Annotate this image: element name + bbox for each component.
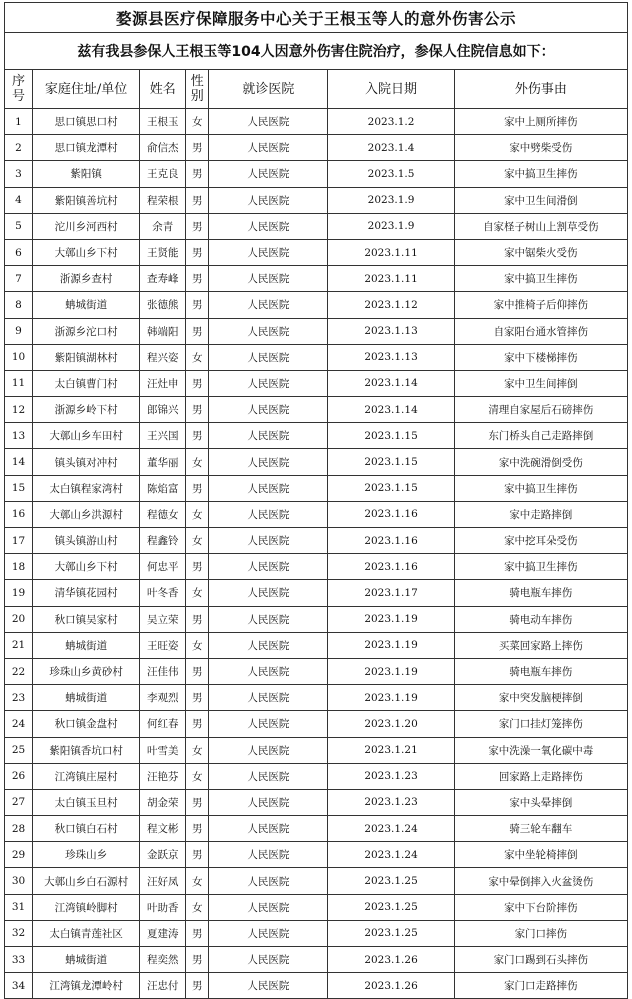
cell-name: 叶助香 — [140, 894, 186, 920]
table-row — [5, 789, 628, 815]
cell-no: 21 — [5, 632, 33, 658]
cell-address: 太白镇曹门村 — [33, 370, 140, 396]
cell-event: 家中劈柴受伤 — [454, 135, 627, 161]
cell-date: 2023.1.15 — [328, 423, 454, 449]
cell-hospital: 人民医院 — [209, 789, 328, 815]
cell-no: 11 — [5, 370, 33, 396]
table-row — [5, 161, 628, 187]
cell-date: 2023.1.21 — [328, 737, 454, 763]
cell-date: 2023.1.19 — [328, 658, 454, 684]
cell-event: 家中锯柴火受伤 — [454, 239, 627, 265]
table-row — [5, 580, 628, 606]
cell-event: 买菜回家路上摔伤 — [454, 632, 627, 658]
cell-sex: 男 — [186, 135, 209, 161]
cell-event: 家门口踢到石头摔伤 — [454, 947, 627, 973]
cell-sex: 女 — [186, 449, 209, 475]
cell-hospital: 人民医院 — [209, 449, 328, 475]
table-row — [5, 606, 628, 632]
cell-no: 8 — [5, 292, 33, 318]
cell-sex: 女 — [186, 737, 209, 763]
cell-event: 回家路上走路摔伤 — [454, 763, 627, 789]
table-row — [5, 973, 628, 999]
cell-hospital: 人民医院 — [209, 894, 328, 920]
table-row — [5, 711, 628, 737]
cell-event: 家中搞卫生摔伤 — [454, 266, 627, 292]
cell-address: 蚺城街道 — [33, 292, 140, 318]
cell-hospital: 人民医院 — [209, 292, 328, 318]
cell-address: 紫阳镇善坑村 — [33, 187, 140, 213]
cell-hospital: 人民医院 — [209, 266, 328, 292]
cell-date: 2023.1.16 — [328, 501, 454, 527]
header-no: 序 号 — [5, 70, 33, 109]
table-row — [5, 842, 628, 868]
cell-no: 12 — [5, 397, 33, 423]
cell-no: 5 — [5, 213, 33, 239]
cell-no: 24 — [5, 711, 33, 737]
cell-sex: 男 — [186, 789, 209, 815]
cell-hospital: 人民医院 — [209, 213, 328, 239]
table-row — [5, 135, 628, 161]
cell-sex: 女 — [186, 580, 209, 606]
cell-name: 陈焰富 — [140, 475, 186, 501]
cell-date: 2023.1.11 — [328, 239, 454, 265]
cell-name: 叶雪美 — [140, 737, 186, 763]
cell-sex: 女 — [186, 868, 209, 894]
cell-date: 2023.1.14 — [328, 370, 454, 396]
cell-event: 家中洗碗滑倒受伤 — [454, 449, 627, 475]
cell-no: 26 — [5, 763, 33, 789]
cell-sex: 男 — [186, 947, 209, 973]
cell-name: 汪佳伟 — [140, 658, 186, 684]
cell-event: 家中搞卫生摔伤 — [454, 475, 627, 501]
cell-address: 大鄣山乡白石源村 — [33, 868, 140, 894]
cell-event: 家中头晕摔倒 — [454, 789, 627, 815]
cell-no: 17 — [5, 528, 33, 554]
cell-address: 江湾镇龙潭岭村 — [33, 973, 140, 999]
table-row — [5, 816, 628, 842]
cell-date: 2023.1.11 — [328, 266, 454, 292]
cell-name: 郎锦兴 — [140, 397, 186, 423]
cell-no: 23 — [5, 685, 33, 711]
cell-sex: 男 — [186, 658, 209, 684]
cell-hospital: 人民医院 — [209, 763, 328, 789]
cell-hospital: 人民医院 — [209, 318, 328, 344]
cell-name: 张德熊 — [140, 292, 186, 318]
cell-name: 查寿峰 — [140, 266, 186, 292]
cell-no: 27 — [5, 789, 33, 815]
cell-name: 韩端阳 — [140, 318, 186, 344]
cell-hospital: 人民医院 — [209, 423, 328, 449]
cell-event: 家中下台阶摔伤 — [454, 894, 627, 920]
header-name: 姓名 — [140, 70, 186, 109]
cell-event: 骑电瓶车摔伤 — [454, 658, 627, 684]
cell-sex: 男 — [186, 685, 209, 711]
cell-sex: 女 — [186, 501, 209, 527]
cell-name: 程奕然 — [140, 947, 186, 973]
cell-date: 2023.1.26 — [328, 947, 454, 973]
table-row — [5, 397, 628, 423]
cell-address: 秋口镇白石村 — [33, 816, 140, 842]
cell-address: 紫阳镇 — [33, 161, 140, 187]
cell-sex: 男 — [186, 554, 209, 580]
cell-event: 骑电动车摔伤 — [454, 606, 627, 632]
cell-sex: 男 — [186, 973, 209, 999]
cell-name: 吴立荣 — [140, 606, 186, 632]
cell-event: 家中突发脑梗摔倒 — [454, 685, 627, 711]
document-page — [4, 2, 628, 999]
cell-event: 家中上厕所摔伤 — [454, 109, 627, 135]
cell-address: 蚺城街道 — [33, 632, 140, 658]
cell-hospital: 人民医院 — [209, 632, 328, 658]
cell-address: 秋口镇吴家村 — [33, 606, 140, 632]
cell-no: 1 — [5, 109, 33, 135]
cell-address: 江湾镇庄屋村 — [33, 763, 140, 789]
cell-name: 夏建涛 — [140, 920, 186, 946]
cell-address: 大鄣山乡洪源村 — [33, 501, 140, 527]
cell-date: 2023.1.23 — [328, 763, 454, 789]
cell-event: 家门口走路摔伤 — [454, 973, 627, 999]
table-row — [5, 868, 628, 894]
cell-name: 程德女 — [140, 501, 186, 527]
cell-no: 14 — [5, 449, 33, 475]
cell-address: 大鄣山乡下村 — [33, 239, 140, 265]
cell-sex: 男 — [186, 423, 209, 449]
cell-event: 家中晕倒摔入火盆烫伤 — [454, 868, 627, 894]
cell-event: 骑电瓶车摔伤 — [454, 580, 627, 606]
table-row — [5, 737, 628, 763]
cell-no: 29 — [5, 842, 33, 868]
cell-address: 蚺城街道 — [33, 947, 140, 973]
cell-no: 30 — [5, 868, 33, 894]
cell-no: 22 — [5, 658, 33, 684]
cell-name: 程文彬 — [140, 816, 186, 842]
cell-address: 太白镇青莲社区 — [33, 920, 140, 946]
cell-date: 2023.1.9 — [328, 187, 454, 213]
cell-sex: 男 — [186, 606, 209, 632]
table-row — [5, 632, 628, 658]
cell-no: 25 — [5, 737, 33, 763]
cell-name: 王根玉 — [140, 109, 186, 135]
cell-sex: 女 — [186, 894, 209, 920]
cell-no: 28 — [5, 816, 33, 842]
cell-event: 家中挖耳朵受伤 — [454, 528, 627, 554]
cell-date: 2023.1.14 — [328, 397, 454, 423]
cell-event: 家中洗澡一氧化碳中毒 — [454, 737, 627, 763]
cell-event: 骑三轮车翻车 — [454, 816, 627, 842]
cell-date: 2023.1.16 — [328, 528, 454, 554]
cell-address: 太白镇程家湾村 — [33, 475, 140, 501]
cell-sex: 男 — [186, 842, 209, 868]
table-row — [5, 685, 628, 711]
cell-address: 沱川乡河西村 — [33, 213, 140, 239]
cell-name: 董华丽 — [140, 449, 186, 475]
table-row — [5, 449, 628, 475]
cell-name: 俞信杰 — [140, 135, 186, 161]
cell-no: 15 — [5, 475, 33, 501]
cell-event: 家中卫生间滑倒 — [454, 187, 627, 213]
cell-name: 程鑫铃 — [140, 528, 186, 554]
cell-date: 2023.1.5 — [328, 161, 454, 187]
cell-name: 李观烈 — [140, 685, 186, 711]
cell-name: 王克良 — [140, 161, 186, 187]
cell-name: 何忠平 — [140, 554, 186, 580]
cell-name: 汪忠付 — [140, 973, 186, 999]
cell-address: 大鄣山乡下村 — [33, 554, 140, 580]
cell-sex: 男 — [186, 920, 209, 946]
cell-date: 2023.1.26 — [328, 973, 454, 999]
cell-no: 32 — [5, 920, 33, 946]
table-row — [5, 528, 628, 554]
cell-date: 2023.1.13 — [328, 344, 454, 370]
cell-event: 家中搞卫生摔伤 — [454, 554, 627, 580]
table-row — [5, 475, 628, 501]
cell-sex: 男 — [186, 213, 209, 239]
cell-event: 家门口摔伤 — [454, 920, 627, 946]
cell-date: 2023.1.19 — [328, 685, 454, 711]
table-row — [5, 239, 628, 265]
cell-date: 2023.1.15 — [328, 449, 454, 475]
cell-sex: 男 — [186, 187, 209, 213]
cell-address: 蚺城街道 — [33, 685, 140, 711]
cell-hospital: 人民医院 — [209, 606, 328, 632]
cell-address: 珍珠山乡黄砂村 — [33, 658, 140, 684]
cell-name: 何红春 — [140, 711, 186, 737]
cell-name: 汪好凤 — [140, 868, 186, 894]
cell-address: 太白镇玉旦村 — [33, 789, 140, 815]
table-row — [5, 658, 628, 684]
table-row — [5, 266, 628, 292]
cell-address: 浙源乡查村 — [33, 266, 140, 292]
cell-event: 东门桥头自己走路摔倒 — [454, 423, 627, 449]
cell-hospital: 人民医院 — [209, 816, 328, 842]
cell-name: 汪艳芬 — [140, 763, 186, 789]
cell-no: 7 — [5, 266, 33, 292]
cell-date: 2023.1.9 — [328, 213, 454, 239]
cell-sex: 女 — [186, 763, 209, 789]
cell-date: 2023.1.24 — [328, 816, 454, 842]
cell-hospital: 人民医院 — [209, 685, 328, 711]
cell-date: 2023.1.25 — [328, 920, 454, 946]
table-row — [5, 109, 628, 135]
cell-address: 江湾镇岭脚村 — [33, 894, 140, 920]
cell-date: 2023.1.19 — [328, 632, 454, 658]
header-event: 外伤事由 — [454, 70, 627, 109]
cell-no: 4 — [5, 187, 33, 213]
cell-date: 2023.1.17 — [328, 580, 454, 606]
cell-sex: 男 — [186, 266, 209, 292]
cell-hospital: 人民医院 — [209, 973, 328, 999]
cell-no: 20 — [5, 606, 33, 632]
cell-sex: 男 — [186, 161, 209, 187]
cell-date: 2023.1.20 — [328, 711, 454, 737]
table-header — [5, 70, 628, 109]
table-row — [5, 213, 628, 239]
cell-no: 31 — [5, 894, 33, 920]
cell-no: 19 — [5, 580, 33, 606]
cell-sex: 男 — [186, 370, 209, 396]
cell-name: 王旺姿 — [140, 632, 186, 658]
cell-date: 2023.1.19 — [328, 606, 454, 632]
table-row — [5, 344, 628, 370]
cell-address: 思口镇龙潭村 — [33, 135, 140, 161]
cell-date: 2023.1.16 — [328, 554, 454, 580]
intro-text: 兹有我县参保人王根玉等104人因意外伤害住院治疗，参保人住院信息如下： — [5, 33, 628, 70]
cell-event: 家中下楼梯摔伤 — [454, 344, 627, 370]
cell-hospital: 人民医院 — [209, 711, 328, 737]
cell-sex: 男 — [186, 397, 209, 423]
cell-hospital: 人民医院 — [209, 109, 328, 135]
cell-hospital: 人民医院 — [209, 580, 328, 606]
cell-date: 2023.1.25 — [328, 868, 454, 894]
table-row — [5, 920, 628, 946]
cell-name: 胡金荣 — [140, 789, 186, 815]
cell-no: 18 — [5, 554, 33, 580]
table-row — [5, 292, 628, 318]
cell-event: 家中卫生间摔倒 — [454, 370, 627, 396]
cell-sex: 男 — [186, 318, 209, 344]
cell-hospital: 人民医院 — [209, 868, 328, 894]
cell-hospital: 人民医院 — [209, 161, 328, 187]
cell-no: 2 — [5, 135, 33, 161]
cell-event: 家门口挂灯笼摔伤 — [454, 711, 627, 737]
cell-sex: 男 — [186, 239, 209, 265]
cell-sex: 男 — [186, 475, 209, 501]
cell-date: 2023.1.12 — [328, 292, 454, 318]
cell-sex: 男 — [186, 816, 209, 842]
cell-date: 2023.1.15 — [328, 475, 454, 501]
cell-date: 2023.1.23 — [328, 789, 454, 815]
cell-event: 家中搞卫生摔伤 — [454, 161, 627, 187]
header-address: 家庭住址/单位 — [33, 70, 140, 109]
cell-address: 清华镇花园村 — [33, 580, 140, 606]
header-hospital: 就诊医院 — [209, 70, 328, 109]
cell-hospital: 人民医院 — [209, 737, 328, 763]
cell-address: 秋口镇金盘村 — [33, 711, 140, 737]
cell-hospital: 人民医院 — [209, 947, 328, 973]
cell-address: 珍珠山乡 — [33, 842, 140, 868]
cell-hospital: 人民医院 — [209, 397, 328, 423]
cell-address: 紫阳镇湖林村 — [33, 344, 140, 370]
cell-sex: 男 — [186, 292, 209, 318]
cell-name: 王贤能 — [140, 239, 186, 265]
cell-address: 浙源乡岭下村 — [33, 397, 140, 423]
table-row — [5, 370, 628, 396]
cell-event: 清理自家屋后石磅摔伤 — [454, 397, 627, 423]
cell-date: 2023.1.24 — [328, 842, 454, 868]
cell-address: 思口镇思口村 — [33, 109, 140, 135]
cell-sex: 女 — [186, 109, 209, 135]
header-sex: 性 别 — [186, 70, 209, 109]
cell-name: 程荣根 — [140, 187, 186, 213]
cell-event: 家中推椅子后仰摔伤 — [454, 292, 627, 318]
cell-no: 10 — [5, 344, 33, 370]
cell-name: 余青 — [140, 213, 186, 239]
header-date: 入院日期 — [328, 70, 454, 109]
cell-no: 3 — [5, 161, 33, 187]
cell-sex: 男 — [186, 711, 209, 737]
cell-hospital: 人民医院 — [209, 344, 328, 370]
cell-hospital: 人民医院 — [209, 370, 328, 396]
cell-no: 6 — [5, 239, 33, 265]
document-title: 婺源县医疗保障服务中心关于王根玉等人的意外伤害公示 — [5, 3, 628, 33]
cell-hospital: 人民医院 — [209, 528, 328, 554]
table-row — [5, 501, 628, 527]
cell-name: 叶冬香 — [140, 580, 186, 606]
cell-address: 镇头镇游山村 — [33, 528, 140, 554]
cell-hospital: 人民医院 — [209, 501, 328, 527]
cell-hospital: 人民医院 — [209, 658, 328, 684]
cell-no: 16 — [5, 501, 33, 527]
cell-address: 大鄣山乡车田村 — [33, 423, 140, 449]
cell-hospital: 人民医院 — [209, 920, 328, 946]
cell-date: 2023.1.25 — [328, 894, 454, 920]
cell-date: 2023.1.13 — [328, 318, 454, 344]
cell-sex: 女 — [186, 528, 209, 554]
cell-hospital: 人民医院 — [209, 135, 328, 161]
cell-no: 33 — [5, 947, 33, 973]
cell-event: 自家柽子树山上割草受伤 — [454, 213, 627, 239]
table-row — [5, 423, 628, 449]
table-row — [5, 554, 628, 580]
cell-name: 金跃京 — [140, 842, 186, 868]
cell-hospital: 人民医院 — [209, 239, 328, 265]
cell-name: 程兴姿 — [140, 344, 186, 370]
cell-event: 自家阳台通水管摔伤 — [454, 318, 627, 344]
table-row — [5, 763, 628, 789]
cell-address: 紫阳镇香坑口村 — [33, 737, 140, 763]
cell-no: 9 — [5, 318, 33, 344]
table-row — [5, 894, 628, 920]
cell-date: 2023.1.2 — [328, 109, 454, 135]
cell-no: 34 — [5, 973, 33, 999]
cell-hospital: 人民医院 — [209, 554, 328, 580]
cell-hospital: 人民医院 — [209, 187, 328, 213]
cell-address: 浙源乡沱口村 — [33, 318, 140, 344]
cell-no: 13 — [5, 423, 33, 449]
cell-hospital: 人民医院 — [209, 475, 328, 501]
cell-name: 王兴国 — [140, 423, 186, 449]
cell-event: 家中坐轮椅摔倒 — [454, 842, 627, 868]
cell-address: 镇头镇对冲村 — [33, 449, 140, 475]
injury-table — [4, 2, 628, 999]
cell-sex: 女 — [186, 344, 209, 370]
cell-hospital: 人民医院 — [209, 842, 328, 868]
table-row — [5, 187, 628, 213]
cell-date: 2023.1.4 — [328, 135, 454, 161]
table-row — [5, 318, 628, 344]
cell-event: 家中走路摔倒 — [454, 501, 627, 527]
cell-sex: 女 — [186, 632, 209, 658]
cell-name: 汪灶申 — [140, 370, 186, 396]
